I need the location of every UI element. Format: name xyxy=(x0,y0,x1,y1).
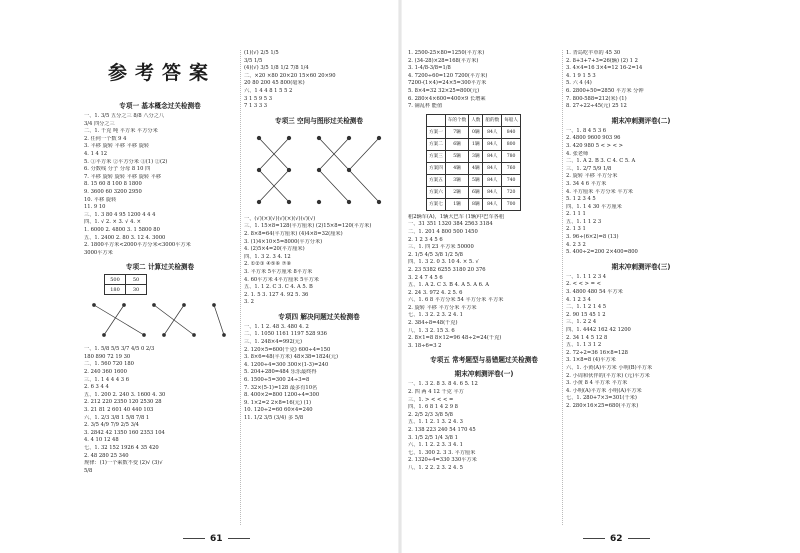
answer-line: 2. 384÷8=48(千克) xyxy=(408,320,458,327)
answer-line: 3. 18÷6=3 2 xyxy=(408,342,442,349)
answer-line: 11. 1/2 3/5 (3/4) 多 5/8 xyxy=(244,415,304,421)
answer-line: 六、1. 6 8 平方分米 54 平方分米 平方米 xyxy=(408,297,504,304)
column-divider xyxy=(562,50,563,525)
answer-line: 五、1. A 2. C 3. B 4. A 5. A 6. A xyxy=(408,282,489,289)
answer-line: 4. 1 9 1 5 3 xyxy=(566,72,596,79)
answer-line: 5. ①平方米 ②平方分米 ③(1) ②(2) xyxy=(84,158,168,165)
answer-line: 2. 72÷2=36 16×8=128 xyxy=(566,349,628,356)
answer-line: 6. 2800+50=2850 平方米 分钟 xyxy=(566,87,644,94)
answer-line: 3. 2 4 7 4 5 6 xyxy=(408,274,443,281)
answer-line: 1. 6000 2. 4800 3. 1 5800 80 xyxy=(84,226,160,233)
table-cell: 8辆 xyxy=(469,198,483,210)
answer-line: 4. 1 4 12 xyxy=(84,150,108,157)
answer-line: 七、1. 32 152 1926 4 35 420 xyxy=(84,445,159,451)
table-cell: 车的个数 xyxy=(445,114,468,126)
answer-line: 2. 23 5382 6255 3180 20 376 xyxy=(408,266,486,273)
table-cell: 船的数 xyxy=(483,114,502,126)
table-row xyxy=(427,114,521,126)
table-row xyxy=(427,150,521,162)
answer-line: 五、1. 2400 2. 80 3. 12 4. 3000 xyxy=(84,234,166,241)
answer-line: 3. 平移 旋转 平移 平移 旋转 xyxy=(84,143,150,150)
answer-line: 5. 8×4=32 32×25=800(元) xyxy=(408,87,480,94)
answer-line: 10. 120÷2=60 60×4=240 xyxy=(244,407,313,414)
answer-line: 3. 2842 42 1350 160 2353 104 xyxy=(84,429,165,436)
answer-line: 4. 4 10 12 48 xyxy=(84,437,119,444)
answer-line: 1. 2500-25×80=1250(平方米) xyxy=(408,50,485,56)
answer-line: 三、1. 15×8=128(平方厘米) (2)15×8=120(平方米) xyxy=(244,223,372,230)
mini-table xyxy=(104,274,147,295)
table-cell: 840 xyxy=(502,126,521,138)
table-cell: 方案六 xyxy=(427,186,446,198)
answer-line: 2. 8+3+7+3=26(辆) (2) 1 2 xyxy=(566,57,638,64)
answer-line: 20 80 200 45 800(毫米) xyxy=(244,80,305,87)
answer-line: 四、1. 6 8 1 4 2 9 8 xyxy=(408,404,458,411)
table-cell: 4辆 xyxy=(469,162,483,174)
answer-line: 2. 1/5 4/5 3/8 1/2 5/8 xyxy=(408,251,463,258)
answer-line: 2. 旋转 平移 平方分米 平方米 xyxy=(408,304,477,311)
answer-line: 二、1. 千克 吨 平方米 平方分米 xyxy=(84,128,158,135)
column-4 xyxy=(566,50,716,411)
table-cell xyxy=(427,114,446,126)
answer-line: 一、31 351 1320 384 2563 3184 xyxy=(408,221,493,228)
answer-line: 8. 15 60 8 100 8 1800 xyxy=(84,181,142,188)
section-title: 专项一 基本概念过关检测卷 xyxy=(119,102,201,110)
answer-line: 8. 400×2=800 1200÷4=300 xyxy=(244,392,320,399)
table-cell: 1辆 xyxy=(445,198,468,210)
answer-line: 11. 9 10 xyxy=(84,204,106,211)
answer-line: 2. 1 2 3 4 5 6 xyxy=(408,236,443,243)
answer-line: 3/4 四分之三 xyxy=(84,120,115,127)
answer-line: 四、1. 1 4 30 平方厘米 xyxy=(566,203,622,210)
table-cell: 方案五 xyxy=(427,174,446,186)
section-title: 专项二 计算过关检测卷 xyxy=(125,263,195,272)
table-row xyxy=(427,174,521,186)
answer-line: 五、1. 1 1 2 3 xyxy=(566,218,602,225)
answer-line: 3. 420 980 5 < > < > xyxy=(566,142,623,149)
answer-line: 三、1. 248×4=992(元) xyxy=(244,339,303,346)
table-cell: 780 xyxy=(502,150,521,162)
answer-line: 10. 平移 旋转 xyxy=(84,196,117,203)
answer-line: 5. 六 4 (4) xyxy=(566,80,592,87)
answer-line: 五、1. 1 2. C 3. C 4. A 5. B xyxy=(244,284,313,291)
table-cell: 4辆 xyxy=(445,162,468,174)
table-row xyxy=(427,198,521,210)
answer-line: 2. 小周和伙伴的(平方米) (元)平方米 xyxy=(566,372,650,379)
answer-line: 二、1. 1050 1161 1197 528 936 xyxy=(244,331,327,338)
table-cell: 84人 xyxy=(483,186,502,198)
table-cell: 方案一 xyxy=(427,126,446,138)
answer-line: 四、1. 3 2. 0 3. 10 4. × 5. √ xyxy=(408,259,479,266)
answer-line: 七、1. 300 2. 3 3. 平方厘米 xyxy=(408,449,476,456)
answer-line: 180 890 72 19 30 xyxy=(84,353,131,360)
table-cell: 760 xyxy=(502,162,521,174)
answer-line: 2. 6 3 4 4 xyxy=(84,384,109,391)
table-cell: 84人 xyxy=(483,198,502,210)
answer-line: 3000平方米 xyxy=(84,249,113,256)
answer-line: 2. < < > = < xyxy=(566,281,601,288)
answer-line: 2. 旋转 平移 平方分米 xyxy=(566,173,618,180)
answer-line: 3. 1/5 2/5 1/4 3/8 1 xyxy=(408,434,458,441)
answer-line: 3. 8×6=48(平方米) 48×38=1824(元) xyxy=(244,354,339,361)
answer-line: 4. 平方厘米 平方分米 平方米 xyxy=(566,188,633,195)
answer-line: 3. 小黄 8 4 平方米 平方米 xyxy=(566,380,628,387)
page-number-right: 62 xyxy=(578,534,655,544)
cell: 500 xyxy=(105,275,126,285)
table-cell: 0辆 xyxy=(469,126,483,138)
answer-line: 4. 1 2 3 4 xyxy=(566,296,591,303)
column-divider xyxy=(240,50,241,525)
answer-line: (4)(√) 3/5 1/8 1/2 7/8 1/4 xyxy=(244,65,309,72)
answer-line: 六、1 4 4 8 1 5 5 2 xyxy=(244,87,293,94)
answer-line: 1. 青岛吃羊草的 45 30 xyxy=(566,50,621,56)
answer-line: 四、1. √ 2. × 3. √ 4. × xyxy=(84,219,142,226)
column-1 xyxy=(84,96,236,475)
answer-line: 4. 2 3 2 xyxy=(566,241,586,248)
answer-line: 4. 小明(A)平方米 小明(A)平方米 xyxy=(566,387,642,394)
answer-line: 二、1. A 2. B 3. C 4. C 5. A xyxy=(566,158,636,165)
section-title: 期末冲刺测评卷(三) xyxy=(611,262,671,271)
answer-line: 2. 4800 9600 903 96 xyxy=(566,135,621,142)
answer-line: 2. 1800平方米<2000平方分米<3000平方米 xyxy=(84,242,191,249)
answer-line: 5. 204+280=484 乐乐最终得 xyxy=(244,369,317,376)
section-title: 专项三 空间与图形过关检测卷 xyxy=(274,116,363,125)
answer-line: 六、1. 2/3 3/8 1 5/8 7/8 1 xyxy=(84,414,150,421)
answer-line: 3. 1-4/8-3/8=1/8 xyxy=(408,65,451,72)
answer-line: 一、1. 5/8 5/5 3/7 4/5 0 2/3 xyxy=(84,346,155,353)
answer-line: 2. 1 1 1 xyxy=(566,211,586,218)
answer-line: 三、1. 2 2 4 xyxy=(566,319,597,326)
answer-line: 六、1. 1 2. 2 3. 3 4. 1 xyxy=(408,442,463,449)
answer-line: 规律：(1)一个乘数不变 (2)√ (3)√ xyxy=(84,460,163,467)
answer-line: 2. 24 3. 972 4. 2 5. 6 xyxy=(408,289,463,296)
answer-line: 7. 平移 旋转 旋转 平移 旋转 平移 xyxy=(84,173,162,180)
table-cell: 6辆 xyxy=(445,138,468,150)
answer-line: (1)(√) 2/5 1/5 xyxy=(244,50,279,56)
table-cell: 1辆 xyxy=(469,138,483,150)
answer-line: 3. 34 4 6 平方米 xyxy=(566,180,607,187)
answer-line: 7. 800-588=212(米) (1) xyxy=(566,95,627,102)
answer-line: 3. 21 81 2 601 40 440 103 xyxy=(84,407,154,414)
answer-line: 2. 3/5 4/9 7/9 2/5 3/4 xyxy=(84,422,139,429)
section-title: 期末冲刺测评卷(一) xyxy=(454,370,514,379)
table-cell: 800 xyxy=(502,138,521,150)
answer-line: 二、1. 201 4 800 500 1450 xyxy=(408,228,478,235)
table-cell: 84人 xyxy=(483,138,502,150)
answer-line: 二、×20 ×80 20×20 15×60 20×90 xyxy=(244,72,336,79)
column-2 xyxy=(244,50,394,423)
table-cell: 2辆 xyxy=(445,186,468,198)
answer-line: 2. 120×5=600(千克) 600÷4=150 xyxy=(244,346,331,353)
answer-line: 3. 96÷(6×2)=8 (13) xyxy=(566,234,619,241)
answer-line: 4. 7200÷60=120 7200(平方米) xyxy=(408,72,488,79)
answer-line: 五、1. 1 3 1 2 xyxy=(566,342,602,349)
answer-line: 七、1. 280+7×3=301(千米) xyxy=(566,395,637,402)
table-row xyxy=(427,186,521,198)
table-cell: 人数 xyxy=(469,114,483,126)
answer-line: 7200-(1×4)=24×5=300平方米 xyxy=(408,80,487,87)
answer-line: 2. 90 15 45 1 2 xyxy=(566,311,606,318)
answer-line: 三、1. 3 80 4 95 1200 4 4 4 xyxy=(84,211,156,218)
answer-line: 2. 8×8=64(平方厘米) (4)4×8=32(厘米) xyxy=(244,230,343,237)
answer-line: 一、1. 1 2. 48 3. 480 4. 2 xyxy=(244,323,309,330)
answer-line: 一、1. 8 4 5 3 6 xyxy=(566,127,607,134)
answer-line: 4. 张老师 xyxy=(566,150,589,157)
answer-line: 五、1. 1 2. 1 3. 2 4. 3 xyxy=(408,419,463,426)
answer-line: 八、1. 3 2. 15 3. 6 xyxy=(408,327,455,334)
table-cell: 每船人 xyxy=(502,114,521,126)
answer-line: 5. 400÷2=200 2×400=800 xyxy=(566,249,638,256)
answer-line: 3. 4800 480 54 平方米 xyxy=(566,289,623,296)
table-cell: 方案三 xyxy=(427,150,446,162)
page-title: 参考答案 xyxy=(108,62,217,84)
section-title: 专项五 常考题型与易错题过关检测卷 xyxy=(430,356,538,365)
table-cell: 方案七 xyxy=(427,198,446,210)
answer-line: 六、1. 小黄(A)平方米 小明(B)平方米 xyxy=(566,364,653,371)
answer-line: 2. 2/5 2/3 3/8 5/8 xyxy=(408,411,453,418)
answer-line: 八、1. 2 2. 2 3. 2 4. 5 xyxy=(408,464,463,471)
cell: 180 xyxy=(105,285,126,295)
answer-line: 6. 280×4×600=400×9 长增乘 xyxy=(408,95,486,102)
answer-line: 7. 铺乱杯 能值 xyxy=(408,103,443,110)
answer-line: 一、1. 3/5 五分之三 8/8 八分之八 xyxy=(84,113,165,119)
table-cell: 7辆 xyxy=(445,126,468,138)
column-3 xyxy=(408,50,560,473)
table-cell: 84人 xyxy=(483,162,502,174)
answer-line: 8. 27÷22÷45(元) 25 12 xyxy=(566,103,627,110)
page-number-left: 61 xyxy=(178,534,255,544)
answer-line: 2. ①②③ ④⑤⑥ ⑦⑧ xyxy=(244,261,292,268)
answer-line: 3. 1×8=8 (4)平方米 xyxy=(566,357,616,364)
answer-line: 租2辆车(A)，1辆大巴车 (1辆)中巴车各租 xyxy=(408,213,505,220)
answer-line: 一、1. 3 2. 8 3. 8 4. 6 5. 12 xyxy=(408,381,478,388)
table-row xyxy=(427,138,521,150)
cell: 50 xyxy=(126,275,147,285)
table-cell: 5辆 xyxy=(445,150,468,162)
table-cell: 5辆 xyxy=(469,174,483,186)
answer-line: 四、1. 3 2. 3 4. 12 xyxy=(244,253,291,260)
answer-line: 四、1. 4442 162 42 1200 xyxy=(566,327,631,333)
table-cell: 方案二 xyxy=(427,138,446,150)
answer-line: 3. (1)4×10×5=8000(平方分米) xyxy=(244,238,323,245)
plan-table xyxy=(426,114,521,211)
answer-line: 2. 240 360 1600 xyxy=(84,369,127,376)
answer-line: 2. 280×16×25=680(平方米) xyxy=(566,402,639,409)
table-cell: 84人 xyxy=(483,150,502,162)
table-cell: 方案四 xyxy=(427,162,446,174)
table-row xyxy=(427,126,521,138)
answer-line: 一、(√)(×)(√)(√)(×)(√)(√)(√) xyxy=(244,215,316,222)
answer-line: 五、1. 200 2. 240 3. 1600 4. 30 xyxy=(84,391,166,398)
answer-line: 5/8 xyxy=(84,467,93,474)
table-cell: 3辆 xyxy=(445,174,468,186)
cell: 30 xyxy=(126,285,147,295)
answer-line: 2. 34 1 4 5 12 8 xyxy=(566,334,608,341)
answer-line: 2. 8×1=8 8×12=96 48÷2=24(千克) xyxy=(408,335,502,342)
answer-line: 3 1 5 9 5 3 xyxy=(244,95,273,102)
table-cell: 3辆 xyxy=(469,150,483,162)
answer-line: 三、1. 四 23 平方米 50000 xyxy=(408,244,474,251)
table-row xyxy=(427,162,521,174)
answer-line: 3. 4×4=16 3×4=12 16-2=14 xyxy=(566,65,643,72)
answer-line: 3/5 1/5 xyxy=(244,57,263,64)
table-cell: 720 xyxy=(502,186,521,198)
answer-line: 5. 1 2 3 4 5 xyxy=(566,196,596,203)
answer-line: 2. 212 220 2350 120 2530 28 xyxy=(84,399,162,406)
answer-line: 6. 1500÷5=300 24÷3=8 xyxy=(244,377,310,384)
answer-line: 2. 任何一个数 9 4 xyxy=(84,135,127,142)
answer-line: 2. 1. 5 3. 127 4. 92 5. 36 xyxy=(244,291,309,298)
answer-line: 2. 48 280 25 340 xyxy=(84,452,129,459)
answer-line: 2. 138 223 240 54 170 45 xyxy=(408,427,476,433)
answer-line: 7. 32×(5-1)=128 最多有10名 xyxy=(244,384,318,391)
table-cell: 740 xyxy=(502,174,521,186)
answer-line: 6. 分数线 分子 分母 8 10 四 xyxy=(84,166,151,173)
page-right xyxy=(400,0,800,553)
answer-line: 三、1. 1 4 4 4 3 6 xyxy=(84,376,130,383)
table-cell: 84人 xyxy=(483,174,502,186)
answer-line: 3. 平方米 5平方厘米 8平方米 xyxy=(244,268,313,275)
section-title: 期末冲刺测评卷(二) xyxy=(611,116,671,125)
answer-line: 9. 3600 60 3200 2950 xyxy=(84,188,142,195)
table-cell: 6辆 xyxy=(469,186,483,198)
answer-line: 二、1. 1 2 1 4 5 xyxy=(566,304,607,311)
answer-line: 二、1. 560 720 180 xyxy=(84,361,134,368)
table-cell: 84人 xyxy=(483,126,502,138)
answer-line: 7 1 3 3 3 xyxy=(244,103,268,110)
answer-line: 2. 1320÷4=330 330平方米 xyxy=(408,457,477,464)
section-title: 专项四 解决问题过关检测卷 xyxy=(278,312,360,321)
answer-line: 2. 1 3 1 xyxy=(566,226,586,233)
matching-diagram xyxy=(244,130,394,210)
table-cell: 700 xyxy=(502,198,521,210)
answer-line: 2. (34-28)×28=168(平方米) xyxy=(408,57,479,64)
answer-line: 4. 1200÷4=300 300×(1-3)=240 xyxy=(244,361,329,368)
answer-line: 三、1. > < < < = xyxy=(408,396,454,403)
answer-line: 三、1. 2/7 5/9 1/8 xyxy=(566,165,612,172)
matching-diagram xyxy=(84,300,234,340)
answer-line: 七、1. 3 2. 2 3. 2 4. 1 xyxy=(408,312,463,319)
answer-line: 4. (2)5×4=20(平方厘米) xyxy=(244,246,305,253)
answer-line: 9. 1×2=2 2×8=16(元) (1) xyxy=(244,399,311,406)
answer-line: 3. 2 xyxy=(244,299,254,306)
answer-line: 4. 60平方米 4平方厘米 5平方米 xyxy=(244,276,319,283)
answer-line: 2. 四 两 4 12 千克 平方 xyxy=(408,389,464,396)
answer-line: 一、1. 1 1 2 3 4 xyxy=(566,273,607,280)
